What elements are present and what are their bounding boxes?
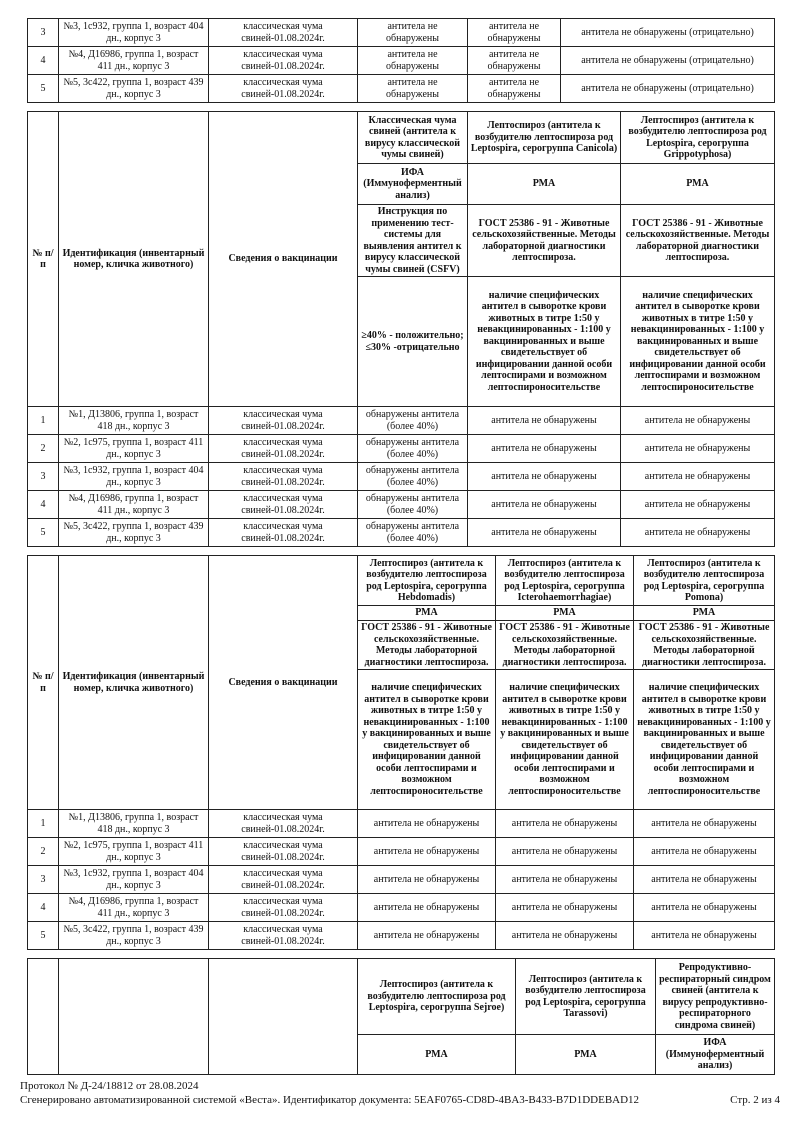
vaccination-info: классическая чума свиней-01.08.2024г. — [209, 894, 358, 922]
result: антитела не обнаружены (отрицательно) — [561, 19, 775, 47]
result: антитела не обнаружены — [358, 19, 468, 47]
result: антитела не обнаружены — [621, 435, 775, 463]
header-disease: Лептоспироз (антитела к возбудителю лептоспироза род Leptospira, серогруппа Hebdomadis) — [358, 556, 496, 606]
result: антитела не обнаружены — [358, 866, 496, 894]
vaccination-info: классическая чума свиней-01.08.2024г. — [209, 519, 358, 547]
table-row — [28, 519, 775, 547]
table-row — [28, 491, 775, 519]
result: антитела не обнаружены — [621, 491, 775, 519]
animal-identification: №2, 1с975, группа 1, возраст 411 дн., корпус 3 — [59, 435, 209, 463]
header-method: РМА — [468, 164, 621, 205]
vaccination-info: классическая чума свиней-01.08.2024г. — [209, 19, 358, 47]
vaccination-info: классическая чума свиней-01.08.2024г. — [209, 922, 358, 950]
result: антитела не обнаружены (отрицательно) — [561, 47, 775, 75]
result: антитела не обнаружены — [621, 519, 775, 547]
header-method: ИФА (Иммуноферментный анализ) — [656, 1035, 775, 1075]
header-identification: Идентификация (инвентарный номер, кличка животного) — [59, 112, 209, 407]
header-disease: Лептоспироз (антитела к возбудителю лептоспироза род Leptospira, серогруппа Sejroe) — [358, 959, 516, 1035]
header-norm: наличие специфических антител в сыворотке крови животных в титре 1:50 у невакцинированных - 1:100 у вакцинированных и выше свидетельствует об инфицировании данной особи лептоспирами и возможном лептоспироносительстве — [621, 277, 775, 407]
animal-identification: №2, 1с975, группа 1, возраст 411 дн., корпус 3 — [59, 838, 209, 866]
header-vaccination: Сведения о вакцинации — [209, 556, 358, 810]
result: антитела не обнаружены — [358, 810, 496, 838]
header-standard: ГОСТ 25386 - 91 - Животные сельскохозяйственные. Методы лабораторной диагностики лептоспироза. — [358, 621, 496, 670]
header-number: № п/п — [28, 112, 59, 407]
result: антитела не обнаружены — [468, 491, 621, 519]
table-row — [28, 75, 775, 103]
animal-identification: №5, 3с422, группа 1, возраст 439 дн., корпус 3 — [59, 922, 209, 950]
header-norm: наличие специфических антител в сыворотке крови животных в титре 1:50 у невакцинированных - 1:100 у вакцинированных и выше свидетельствует об инфицировании данной особи лептоспирами и возможном лептоспироносительстве — [634, 670, 775, 810]
result: антитела не обнаружены — [358, 894, 496, 922]
row-number: 5 — [28, 922, 59, 950]
header-identification: Идентификация (инвентарный номер, кличка животного) — [59, 556, 209, 810]
row-number: 3 — [28, 463, 59, 491]
table-row — [28, 894, 775, 922]
row-number: 2 — [28, 435, 59, 463]
result: антитела не обнаружены — [358, 922, 496, 950]
header-disease: Классическая чума свиней (антитела к вирусу классической чумы свиней) — [358, 112, 468, 164]
animal-identification: №3, 1с932, группа 1, возраст 404 дн., корпус 3 — [59, 19, 209, 47]
animal-identification: №4, Д16986, группа 1, возраст 411 дн., корпус 3 — [59, 491, 209, 519]
vaccination-info: классическая чума свиней-01.08.2024г. — [209, 866, 358, 894]
row-number: 1 — [28, 810, 59, 838]
result: обнаружены антитела (более 40%) — [358, 491, 468, 519]
row-number: 5 — [28, 519, 59, 547]
result: антитела не обнаружены — [468, 407, 621, 435]
result: антитела не обнаружены — [358, 75, 468, 103]
table-row — [28, 47, 775, 75]
animal-identification: №1, Д13806, группа 1, возраст 418 дн., корпус 3 — [59, 407, 209, 435]
vaccination-info: классическая чума свиней-01.08.2024г. — [209, 463, 358, 491]
result: антитела не обнаружены — [496, 810, 634, 838]
header-disease: Лептоспироз (антитела к возбудителю лептоспироза род Leptospira, серогруппа Icterohaemorrhagiae) — [496, 556, 634, 606]
result: антитела не обнаружены — [358, 47, 468, 75]
result: антитела не обнаружены — [496, 922, 634, 950]
generation-info — [20, 1093, 780, 1107]
row-number: 5 — [28, 75, 59, 103]
table-row — [28, 866, 775, 894]
header-number: № п/п — [28, 556, 59, 810]
result: антитела не обнаружены — [634, 922, 775, 950]
result: антитела не обнаружены — [468, 75, 561, 103]
header-standard: Инструкция по применению тест-системы для выявления антител к вирусу классической чумы свиней (CSFV) — [358, 205, 468, 277]
vaccination-info: классическая чума свиней-01.08.2024г. — [209, 75, 358, 103]
result: антитела не обнаружены — [634, 866, 775, 894]
result: антитела не обнаружены — [621, 407, 775, 435]
vaccination-info: классическая чума свиней-01.08.2024г. — [209, 491, 358, 519]
result: антитела не обнаружены — [496, 894, 634, 922]
header-method: РМА — [516, 1035, 656, 1075]
header-disease: Лептоспироз (антитела к возбудителю лептоспироза род Leptospira, серогруппа Grippotyphosa) — [621, 112, 775, 164]
header-standard: ГОСТ 25386 - 91 - Животные сельскохозяйственные. Методы лабораторной диагностики лептоспироза. — [634, 621, 775, 670]
animal-identification: №4, Д16986, группа 1, возраст 411 дн., корпус 3 — [59, 47, 209, 75]
header-norm: наличие специфических антител в сыворотке крови животных в титре 1:50 у невакцинированных - 1:100 у вакцинированных и выше свидетельствует об инфицировании данной особи лептоспирами и возможном лептоспироносительстве — [358, 670, 496, 810]
table-row — [28, 19, 775, 47]
header-standard: ГОСТ 25386 - 91 - Животные сельскохозяйственные. Методы лабораторной диагностики лептоспироза. — [621, 205, 775, 277]
result: обнаружены антитела (более 40%) — [358, 463, 468, 491]
vaccination-info: классическая чума свиней-01.08.2024г. — [209, 838, 358, 866]
header-standard: ГОСТ 25386 - 91 - Животные сельскохозяйственные. Методы лабораторной диагностики лептоспироза. — [496, 621, 634, 670]
result: антитела не обнаружены — [621, 463, 775, 491]
vaccination-info: классическая чума свиней-01.08.2024г. — [209, 407, 358, 435]
protocol-number: Протокол № Д-24/18812 от 28.08.2024 — [20, 1080, 199, 1092]
header-row-diseases — [28, 959, 775, 1035]
header-number — [28, 959, 59, 1075]
result: антитела не обнаружены — [634, 894, 775, 922]
page-number: Стр. 2 из 4 — [730, 1094, 780, 1106]
vaccination-info: классическая чума свиней-01.08.2024г. — [209, 810, 358, 838]
row-number: 2 — [28, 838, 59, 866]
header-disease: Лептоспироз (антитела к возбудителю лептоспироза род Leptospira, серогруппа Canicola) — [468, 112, 621, 164]
result: антитела не обнаружены — [496, 866, 634, 894]
vaccination-info: классическая чума свиней-01.08.2024г. — [209, 435, 358, 463]
animal-identification: №3, 1с932, группа 1, возраст 404 дн., корпус 3 — [59, 866, 209, 894]
table-row — [28, 407, 775, 435]
header-vaccination: Сведения о вакцинации — [209, 112, 358, 407]
result: антитела не обнаружены — [468, 19, 561, 47]
table-row — [28, 838, 775, 866]
header-disease: Лептоспироз (антитела к возбудителю лептоспироза род Leptospira, серогруппа Tarassovi) — [516, 959, 656, 1035]
document-id-text: Сгенерировано автоматизированной системой «Веста». Идентификатор документа: 5EAF0765-CD8D-4BA3-B433-B7D1DDEBAD12 — [20, 1094, 640, 1106]
row-number: 1 — [28, 407, 59, 435]
result: обнаружены антитела (более 40%) — [358, 435, 468, 463]
result: антитела не обнаружены (отрицательно) — [561, 75, 775, 103]
animal-identification: №1, Д13806, группа 1, возраст 418 дн., корпус 3 — [59, 810, 209, 838]
header-disease: Лептоспироз (антитела к возбудителю лептоспироза род Leptospira, серогруппа Pomona) — [634, 556, 775, 606]
result: обнаружены антитела (более 40%) — [358, 407, 468, 435]
result: антитела не обнаружены — [634, 810, 775, 838]
result: антитела не обнаружены — [634, 838, 775, 866]
row-number: 3 — [28, 866, 59, 894]
header-method: РМА — [358, 1035, 516, 1075]
result: антитела не обнаружены — [358, 838, 496, 866]
animal-identification: №5, 3с422, группа 1, возраст 439 дн., корпус 3 — [59, 75, 209, 103]
header-vaccination — [209, 959, 358, 1075]
animal-identification: №4, Д16986, группа 1, возраст 411 дн., корпус 3 — [59, 894, 209, 922]
table-row — [28, 922, 775, 950]
header-row-diseases — [28, 112, 775, 164]
vaccination-info: классическая чума свиней-01.08.2024г. — [209, 47, 358, 75]
header-identification — [59, 959, 209, 1075]
header-method: РМА — [358, 606, 496, 621]
header-norm: ≥40% - положительно; ≤30% -отрицательно — [358, 277, 468, 407]
table-row — [28, 810, 775, 838]
header-method: РМА — [496, 606, 634, 621]
result: антитела не обнаружены — [468, 519, 621, 547]
row-number: 3 — [28, 19, 59, 47]
header-standard: ГОСТ 25386 - 91 - Животные сельскохозяйственные. Методы лабораторной диагностики лептоспироза. — [468, 205, 621, 277]
header-method: ИФА (Иммуноферментный анализ) — [358, 164, 468, 205]
table-row — [28, 463, 775, 491]
header-norm: наличие специфических антител в сыворотке крови животных в титре 1:50 у невакцинированных - 1:100 у вакцинированных и выше свидетельствует об инфицировании данной особи лептоспирами и возможном лептоспироносительстве — [496, 670, 634, 810]
row-number: 4 — [28, 491, 59, 519]
result: антитела не обнаружены — [496, 838, 634, 866]
result: антитела не обнаружены — [468, 435, 621, 463]
header-row-diseases — [28, 556, 775, 606]
result: антитела не обнаружены — [468, 463, 621, 491]
header-disease: Репродуктивно-респираторный синдром свиней (антитела к вирусу репродуктивно-респираторного синдрома свиней) — [656, 959, 775, 1035]
animal-identification: №3, 1с932, группа 1, возраст 404 дн., корпус 3 — [59, 463, 209, 491]
table-row — [28, 435, 775, 463]
result: антитела не обнаружены — [468, 47, 561, 75]
header-method: РМА — [621, 164, 775, 205]
result: обнаружены антитела (более 40%) — [358, 519, 468, 547]
results-table-csf-leptospirosis — [27, 111, 775, 547]
header-method: РМА — [634, 606, 775, 621]
results-table-continued — [27, 18, 775, 103]
animal-identification: №5, 3с422, группа 1, возраст 439 дн., корпус 3 — [59, 519, 209, 547]
row-number: 4 — [28, 47, 59, 75]
header-norm: наличие специфических антител в сыворотке крови животных в титре 1:50 у невакцинированных - 1:100 у вакцинированных и выше свидетельствует об инфицировании данной особи лептоспирами и возможном лептоспироносительстве — [468, 277, 621, 407]
results-table-sejroe-prrs — [27, 958, 775, 1075]
row-number: 4 — [28, 894, 59, 922]
results-table-leptospirosis — [27, 555, 775, 950]
